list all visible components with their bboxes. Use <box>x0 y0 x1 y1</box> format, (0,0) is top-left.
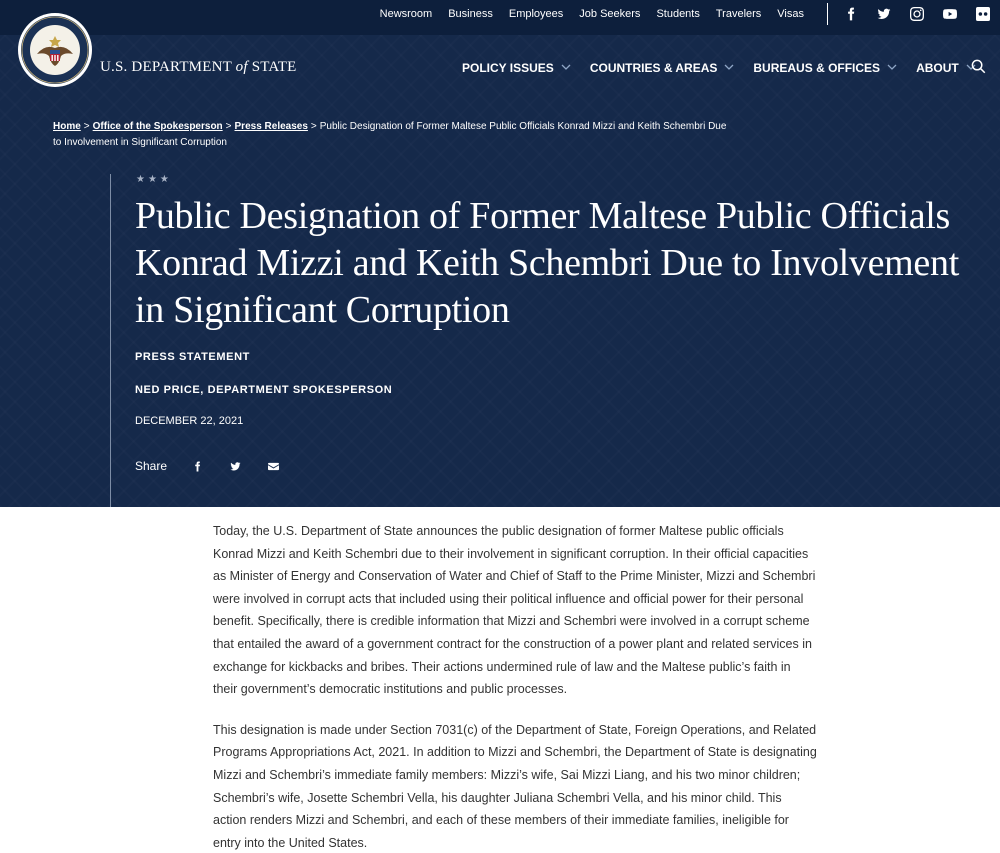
article-paragraph: Today, the U.S. Department of State announces the public designation of former Maltese public officials Konrad Mizzi and Keith Schembri due to their involvement in significant corruption. In their official capacities as Minister of Energy and Conservation of Water and Chief of Staff to the Prime Minister, Mizzi and Schembri were involved in corrupt acts that included using their political influence and official power for their personal benefit. Specifically, there is credible information that Mizzi and Schembri were involved in a corrupt scheme that entailed the award of a government contract for the construction of a power plant and related services in exchange for kickbacks and bribes. Their actions undermined rule of law and the Maltese public’s faith in their government’s democratic institutions and public processes. <box>213 524 816 697</box>
wordmark-prefix: U.S. DEPARTMENT <box>100 59 232 75</box>
nav-bureaus-offices[interactable] <box>753 61 897 75</box>
breadcrumb-separator: > <box>310 121 317 132</box>
util-link-travelers[interactable]: Travelers <box>715 7 762 20</box>
nav-label: POLICY ISSUES <box>462 61 554 75</box>
util-link-visas[interactable]: Visas <box>777 7 804 20</box>
util-link-newsroom[interactable]: Newsroom <box>379 7 433 20</box>
share-facebook-icon[interactable] <box>189 458 205 474</box>
chevron-down-icon <box>887 63 897 73</box>
util-link-job-seekers[interactable]: Job Seekers <box>579 7 641 20</box>
twitter-icon[interactable] <box>875 5 893 23</box>
share-twitter-icon[interactable] <box>227 458 243 474</box>
instagram-icon[interactable] <box>908 5 926 23</box>
nav-about[interactable] <box>916 61 976 75</box>
nav-policy-issues[interactable] <box>462 61 571 75</box>
share-bar <box>135 458 281 474</box>
nav-countries-areas[interactable] <box>590 61 735 75</box>
utility-nav <box>364 0 804 27</box>
chevron-down-icon <box>724 63 734 73</box>
util-link-business[interactable]: Business <box>448 7 493 20</box>
social-links <box>842 5 1000 23</box>
nav-label: ABOUT <box>916 61 959 75</box>
breadcrumb-office-spokesperson[interactable]: Office of the Spokesperson <box>92 121 223 132</box>
statement-type: PRESS STATEMENT <box>135 351 250 363</box>
flickr-icon[interactable] <box>974 5 992 23</box>
share-email-icon[interactable] <box>265 458 281 474</box>
share-label: Share <box>135 459 168 473</box>
breadcrumb <box>53 119 733 151</box>
breadcrumb-press-releases[interactable]: Press Releases <box>234 121 308 132</box>
nav-label: COUNTRIES & AREAS <box>589 61 718 75</box>
wordmark-suffix: STATE <box>251 59 297 75</box>
author-byline: NED PRICE, DEPARTMENT SPOKESPERSON <box>135 384 393 396</box>
nav-label: BUREAUS & OFFICES <box>753 61 881 75</box>
breadcrumb-separator: > <box>83 121 90 132</box>
chevron-down-icon <box>561 63 571 73</box>
department-seal-logo[interactable] <box>17 12 93 88</box>
stars-ornament: ★★★ <box>136 174 172 185</box>
util-link-students[interactable]: Students <box>656 7 700 20</box>
publish-date: DECEMBER 22, 2021 <box>135 415 244 427</box>
search-icon[interactable] <box>971 59 986 74</box>
breadcrumb-separator: > <box>225 121 232 132</box>
utility-bar <box>0 0 1000 35</box>
article-body <box>213 520 818 853</box>
page-title: Public Designation of Former Maltese Public Officials Konrad Mizzi and Keith Schembri Due to Involvement in Significant Corruption <box>135 195 959 331</box>
youtube-icon[interactable] <box>941 5 959 23</box>
util-link-employees[interactable]: Employees <box>508 7 564 20</box>
accent-rule <box>110 174 111 507</box>
article-paragraph: This designation is made under Section 7031(c) of the Department of State, Foreign Operations, and Related Programs Appropriations Act, 2021. In addition to Mizzi and Schembri, the Department of State is designating Mizzi and Schembri’s immediate family members: Mizzi’s wife, Sai Mizzi Liang, and his two minor children; Schembri’s wife, Josette Schembri Vella, his daughter Juliana Schembri Vella, and his minor child. This action renders Mizzi and Schembri, and each of these members of their immediate families, ineligible for entry into the United States. <box>213 722 817 850</box>
department-wordmark[interactable] <box>100 59 297 76</box>
wordmark-of: of <box>235 59 248 75</box>
utility-divider <box>827 3 828 25</box>
breadcrumb-home[interactable]: Home <box>53 121 81 132</box>
facebook-icon[interactable] <box>842 5 860 23</box>
main-nav <box>462 61 995 75</box>
breadcrumb-current: Public Designation of Former Maltese Public Officials Konrad Mizzi and Keith Schembri Due to Involvement in Significant Corruption <box>53 121 727 148</box>
